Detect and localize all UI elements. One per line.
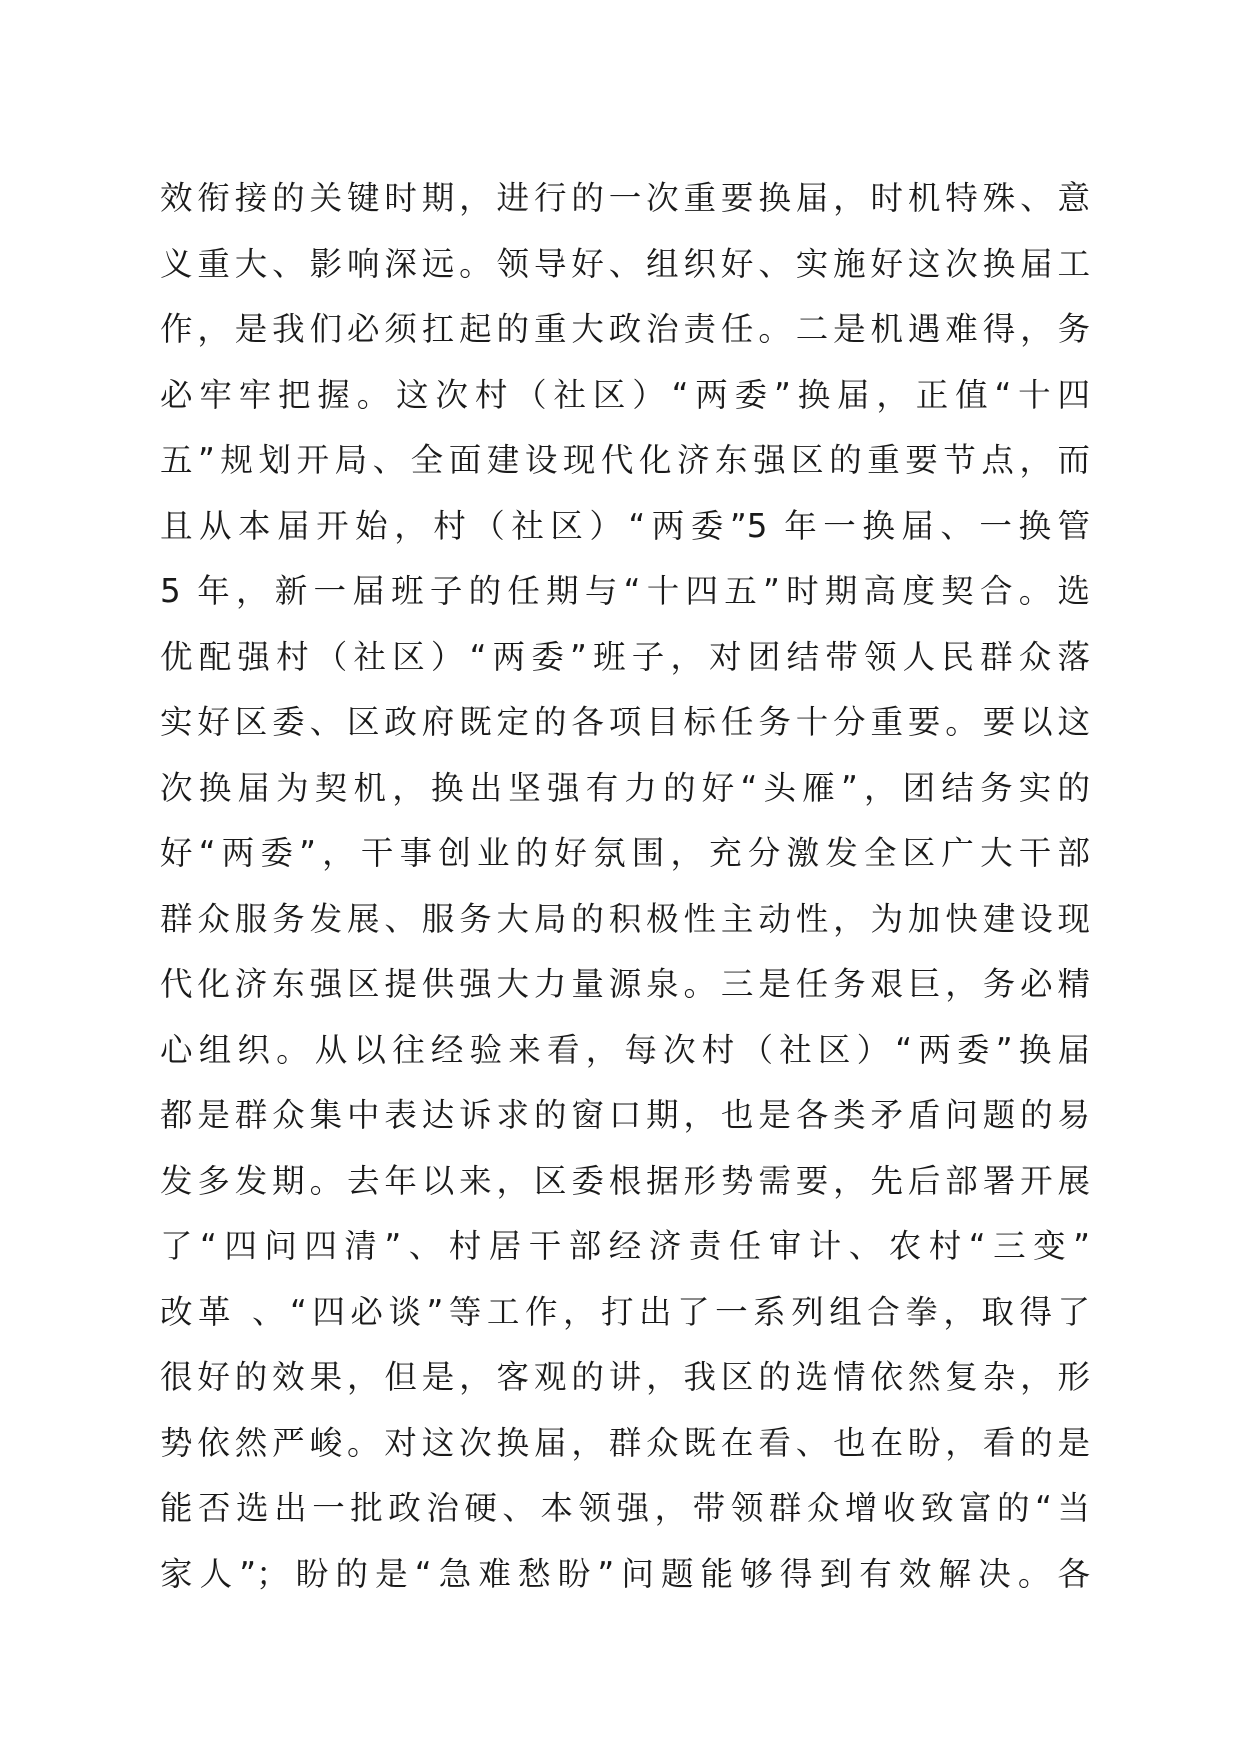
text-line: 群众服务发展、服务大局的积极性主动性，为加快建设现 <box>160 899 1090 938</box>
text-line: 心组织。从以往经验来看，每次村（社区）“两委”换届 <box>160 1030 1090 1069</box>
text-line: 次换届为契机，换出坚强有力的好“头雁”，团结务实的 <box>160 768 1090 807</box>
text-line: 发多发期。去年以来，区委根据形势需要，先后部署开展 <box>160 1161 1090 1200</box>
text-line: 了“四问四清”、村居干部经济责任审计、农村“三变” <box>160 1227 1090 1265</box>
text-line: 五”规划开局、全面建设现代化济东强区的重要节点，而 <box>160 441 1090 479</box>
text-line: 且从本届开始，村（社区）“两委”5 年一换届、一换管 <box>160 506 1090 545</box>
text-line: 必牢牢把握。这次村（社区）“两委”换届，正值“十四 <box>160 375 1090 414</box>
text-line: 好“两委”，干事创业的好氛围，充分激发全区广大干部 <box>160 834 1090 872</box>
text-line: 效衔接的关键时期，进行的一次重要换届，时机特殊、意 <box>160 179 1090 217</box>
body-text <box>160 166 1090 1607</box>
text-line: 很好的效果，但是，客观的讲，我区的选情依然复杂，形 <box>160 1358 1090 1396</box>
text-line: 作，是我们必须扛起的重大政治责任。二是机遇难得，务 <box>160 310 1090 348</box>
text-line: 代化济东强区提供强大力量源泉。三是任务艰巨，务必精 <box>160 965 1090 1003</box>
text-line: 5 年，新一届班子的任期与“十四五”时期高度契合。选 <box>160 572 1090 610</box>
text-line: 实好区委、区政府既定的各项目标任务十分重要。要以这 <box>160 703 1090 741</box>
text-line: 能否选出一批政治硬、本领强，带领群众增收致富的“当 <box>160 1489 1090 1527</box>
text-line: 义重大、影响深远。领导好、组织好、实施好这次换届工 <box>160 244 1090 283</box>
text-line: 优配强村（社区）“两委”班子，对团结带领人民群众落 <box>160 637 1090 676</box>
text-line: 改革 、“四必谈”等工作，打出了一系列组合拳，取得了 <box>160 1292 1090 1331</box>
text-line: 势依然严峻。对这次换届，群众既在看、也在盼，看的是 <box>160 1423 1090 1462</box>
text-line: 家人”；盼的是“急难愁盼”问题能够得到有效解决。各 <box>160 1554 1090 1593</box>
text-line: 都是群众集中表达诉求的窗口期，也是各类矛盾问题的易 <box>160 1096 1090 1134</box>
